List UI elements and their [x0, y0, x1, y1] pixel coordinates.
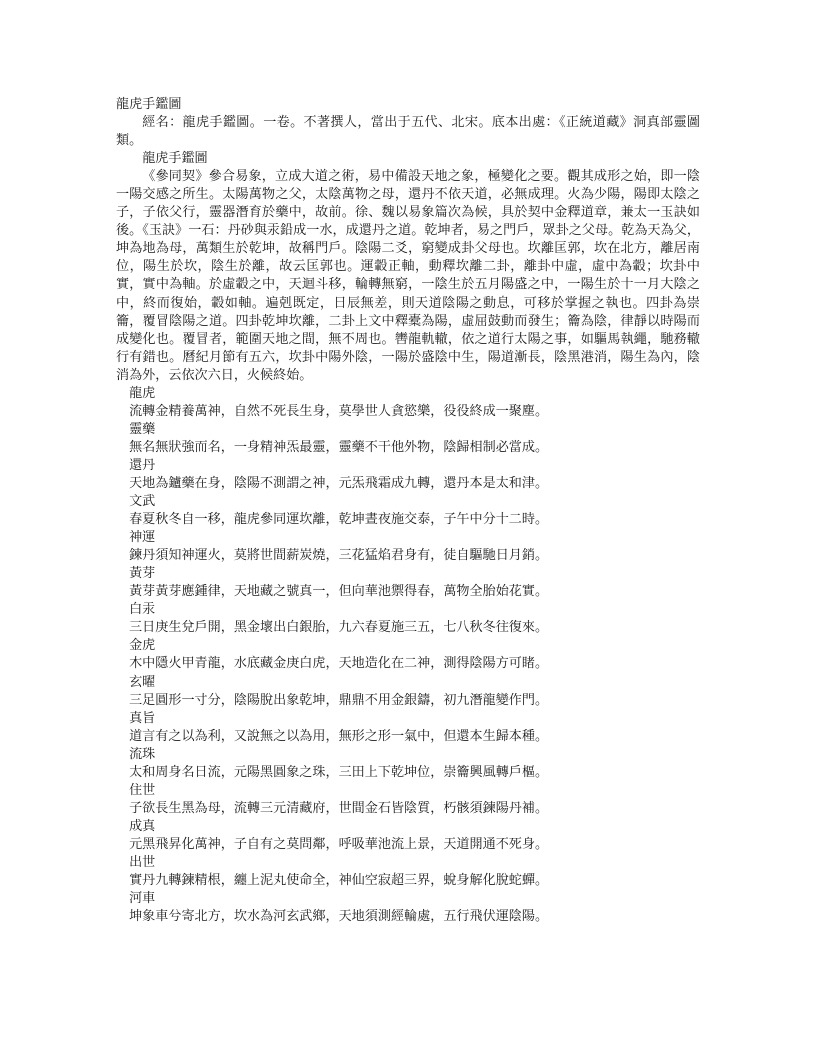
entry-verse: 太和周身名日流，元陽黑圓象之珠，三田上下乾坤位，崇籥興風轉戶樞。 — [129, 764, 549, 780]
entry-heading: 真旨 — [129, 710, 156, 726]
entry-verse: 黃芽黃芽應鍾律，天地藏之號真一，但向華池禦得春，萬物全胎始花實。 — [129, 584, 549, 600]
main-paragraph: 《參同契》參合易象，立成大道之術，易中備設天地之象，極變化之要。觀其成形之始，即一陰一陽交感之所生。太陽萬物之父，太陰萬物之母，還丹不依天道，必無成理。火為少陽，陽即太陰之子，子依父行，靈器潛育於藥中，故前。徐、魏以易象篇次為候，具於契中金釋道章，兼太一玉訣如後。《玉訣》一石：丹砂與汞鉛成一水，成還丹之道。乾坤者，易之門戶，眾卦之父母。乾為天為父，坤為地為母，萬類生於乾坤，故稱門戶。陰陽二爻，窮變成卦父母也。坎離匡郭，坎在北方，離居南位，陽生於坎，陰生於離，故云匡郭也。運轂正軸，動釋坎離二卦，離卦中虛，虛中為轂；坎卦中實，實中為軸。於虛轂之中，天迴斗移，輪轉無窮，一陰生於五月陽盛之中，一陽生於十一月大陰之中，終而復始，轂如軸。遍剋既定，日辰無差，則天道陰陽之動息，可移於掌握之執也。四卦為崇籥，覆冒陰陽之道。四卦乾坤坎離，二卦上文中釋橐為陽，虛屈鼓動而發生；籥為陰，律靜以時陽而成變化也。覆冒者，範圍天地之間，無不周也。轡龍軌轍，依之道行太陽之事，如驅馬執繩，馳務轍行有錯也。曆紀月節有五六，坎卦中陽外陰，一陽於盛陰中生，陽道漸長，陰黑港消，陽生為內，陰消為外，云依次六日，火候終始。 — [116, 169, 700, 383]
entry-verse: 無名無狀強而名，一身精神炁最靈，靈藥不干他外物，陰歸相制必當成。 — [129, 439, 549, 455]
entry-verse: 三足圓形一寸分，陰陽脫出象乾坤，鼎鼎不用金銀鑄，初九潛龍變作門。 — [129, 692, 549, 708]
entry-heading: 龍虎 — [129, 385, 156, 401]
entry-heading: 神運 — [129, 530, 156, 546]
entry-verse: 春夏秋冬自一移，龍虎參同運坎離，乾坤晝夜施交泰，子午中分十二時。 — [129, 512, 549, 528]
entry-heading: 住世 — [129, 782, 156, 798]
entry-verse: 三日庚生兌戶開，黑金壞出白銀胎，九六春夏施三五，七八秋冬往復來。 — [129, 620, 549, 636]
entry-verse: 道言有之以為利，又說無之以為用，無形之形一氣中，但還本生歸本種。 — [129, 728, 549, 744]
entry-heading: 靈藥 — [129, 421, 156, 437]
entry-heading: 白汞 — [129, 602, 156, 618]
entry-verse: 天地為鑪藥在身，陰陽不測謂之神，元炁飛霜成九轉，還丹本是太和津。 — [129, 475, 549, 491]
entry-heading: 金虎 — [129, 638, 156, 654]
entry-heading: 成真 — [129, 818, 156, 834]
document-body — [116, 96, 700, 926]
entry-verse: 子欲長生黑為母，流轉三元清藏府，世間金石皆陰質，朽骸須鍊陽丹補。 — [129, 800, 549, 816]
entry-heading: 黃芽 — [129, 566, 156, 582]
entry-heading: 河車 — [129, 891, 156, 907]
entry-verse: 木中隱火甲青龍，水底藏金庚白虎，天地造化在二神，測得陰陽方可睹。 — [129, 656, 549, 672]
entry-verse: 元黑飛昇化萬神，子自有之莫問鄰，呼吸華池流上景，天道開通不死身。 — [129, 836, 549, 852]
entry-heading: 出世 — [129, 854, 156, 870]
entry-heading: 流珠 — [129, 746, 156, 762]
entry-heading: 文武 — [129, 494, 156, 510]
inner-title: 龍虎手鑑圖 — [142, 151, 208, 167]
entry-heading: 還丹 — [129, 457, 156, 473]
document-title: 龍虎手鑑圖 — [116, 97, 182, 112]
entry-verse: 坤象車兮寄北方，坎水為河玄武鄉，天地須測經輪處，五行飛伏運陰陽。 — [129, 909, 549, 925]
entry-heading: 玄曜 — [129, 674, 156, 690]
colophon-paragraph: 經名：龍虎手鑑圖。一卷。不著撰人，當出于五代、北宋。底本出處：《正統道藏》洞真部靈圖類。 — [116, 115, 700, 149]
entry-verse: 實丹九轉鍊精根，纏上泥丸使命全，神仙空寂超三界，蛻身解化脫蛇蟬。 — [129, 873, 549, 889]
entry-verse: 流轉金精養萬神，自然不死長生身，莫學世人貪慾樂，役役終成一聚塵。 — [129, 403, 549, 419]
entry-list — [116, 385, 700, 926]
entry-verse: 鍊丹須知神運火，莫將世間薪炭燒，三花猛焰君身有，徒自驅馳日月銷。 — [129, 548, 549, 564]
